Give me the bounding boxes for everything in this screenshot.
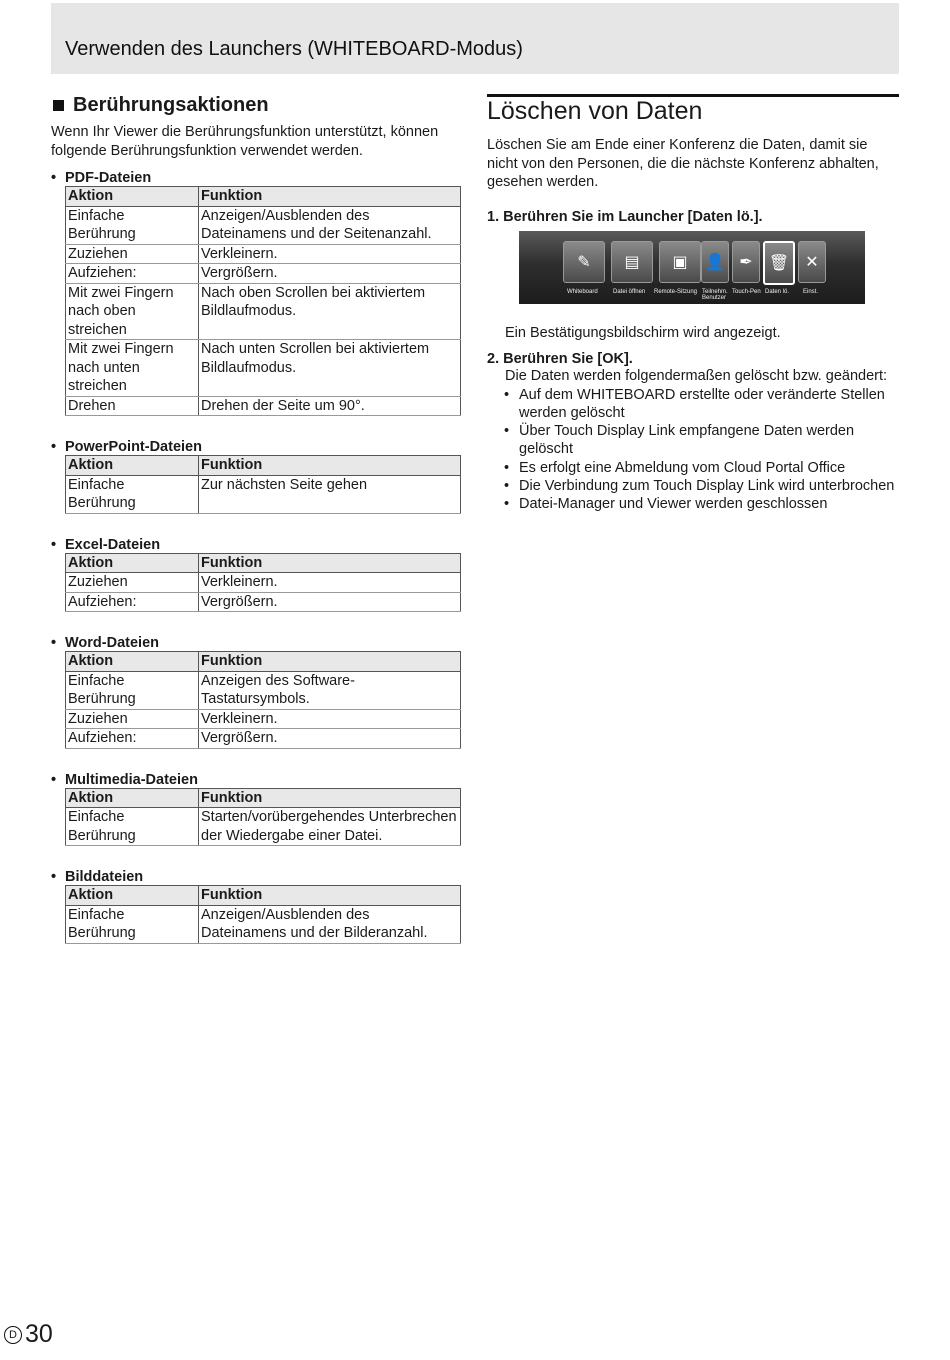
table-row — [66, 671, 461, 709]
step-2-text: Die Daten werden folgendermaßen gelöscht bzw. geändert: — [505, 368, 888, 384]
file-type-heading — [51, 635, 463, 651]
table-row — [66, 709, 461, 729]
table-row — [66, 244, 461, 264]
table-row — [66, 729, 461, 749]
file-type-section-ppt — [51, 439, 463, 514]
file-type-title: Bilddateien — [65, 869, 144, 885]
column-header-action: Aktion — [66, 788, 199, 808]
table-row — [66, 396, 461, 416]
launcher-label: Remote-Sitzung — [654, 289, 698, 295]
deletion-list — [487, 386, 899, 514]
file-type-heading — [51, 170, 463, 186]
column-header-function: Funktion — [199, 456, 461, 476]
table-header-row — [66, 886, 461, 906]
table-row — [66, 283, 461, 340]
action-cell: Einfache Berührung — [66, 475, 199, 513]
delete-data-icon[interactable]: 🗑 — [763, 241, 795, 285]
table-row — [66, 475, 461, 513]
action-cell: Drehen — [66, 396, 199, 416]
launcher-label: Teilnehm. Benutzer — [702, 289, 728, 301]
table-row — [66, 206, 461, 244]
function-cell: Verkleinern. — [199, 244, 461, 264]
right-intro: Löschen Sie am Ende einer Konferenz die Daten, damit sie nicht von den Personen, die die nächste Konferenz abhalten, gesehen werden. — [487, 137, 879, 190]
action-cell: Einfache Berührung — [66, 671, 199, 709]
file-type-section-excel — [51, 537, 463, 613]
table-header-row — [66, 788, 461, 808]
function-cell: Vergrößern. — [199, 592, 461, 612]
function-cell: Drehen der Seite um 90°. — [199, 396, 461, 416]
file-type-title: PDF-Dateien — [65, 170, 152, 186]
table-header-row — [66, 553, 461, 573]
column-header-action: Aktion — [66, 187, 199, 207]
page-number — [4, 1320, 53, 1349]
column-header-action: Aktion — [66, 886, 199, 906]
file-type-title: PowerPoint-Dateien — [65, 439, 202, 455]
list-item: • Es erfolgt eine Abmeldung vom Cloud Portal Office — [487, 459, 899, 477]
table-header-row — [66, 187, 461, 207]
remote-session-icon[interactable]: ▣ — [659, 241, 701, 283]
file-type-section-word — [51, 635, 463, 749]
whiteboard-icon[interactable]: ✎ — [563, 241, 605, 283]
header-band — [51, 3, 899, 74]
touch-action-table — [65, 651, 461, 749]
file-type-section-image — [51, 869, 463, 944]
file-type-tables — [51, 170, 463, 944]
action-cell: Einfache Berührung — [66, 905, 199, 943]
list-item: • Die Verbindung zum Touch Display Link wird unterbrochen — [487, 477, 899, 495]
list-item: • Auf dem WHITEBOARD erstellte oder veränderte Stellen werden gelöscht — [487, 386, 899, 423]
table-row — [66, 905, 461, 943]
column-header-action: Aktion — [66, 652, 199, 672]
function-cell: Vergrößern. — [199, 729, 461, 749]
column-header-action: Aktion — [66, 456, 199, 476]
function-cell: Vergrößern. — [199, 264, 461, 284]
list-item: • Datei-Manager und Viewer werden geschlossen — [487, 495, 899, 513]
action-cell: Einfache Berührung — [66, 808, 199, 846]
launcher-label: Touch-Pen — [732, 289, 761, 295]
action-cell: Zuziehen — [66, 709, 199, 729]
touch-action-table — [65, 186, 461, 416]
table-row — [66, 573, 461, 593]
function-cell: Verkleinern. — [199, 573, 461, 593]
right-column — [487, 94, 899, 514]
bullet-dot: • — [51, 771, 57, 788]
table-header-row — [66, 456, 461, 476]
touch-action-table — [65, 885, 461, 944]
page-header-title: Verwenden des Launchers (WHITEBOARD-Modus) — [65, 38, 523, 60]
participant-icon[interactable]: 👤 — [701, 241, 729, 283]
touch-action-table — [65, 455, 461, 514]
file-type-heading — [51, 439, 463, 455]
action-cell: Aufziehen: — [66, 729, 199, 749]
function-cell: Zur nächsten Seite gehen — [199, 475, 461, 513]
column-header-function: Funktion — [199, 788, 461, 808]
bullet-dot: • — [51, 869, 57, 885]
file-open-icon[interactable]: ▤ — [611, 241, 653, 283]
action-cell: Mit zwei Fingern nach unten streichen — [66, 340, 199, 397]
step-1-note: Ein Bestätigungsbildschirm wird angezeigt. — [505, 324, 781, 341]
file-type-heading — [51, 869, 463, 885]
square-bullet-icon — [53, 100, 64, 111]
touch-action-table — [65, 788, 461, 847]
action-cell: Mit zwei Fingern nach oben streichen — [66, 283, 199, 340]
table-row — [66, 592, 461, 612]
touch-action-table — [65, 553, 461, 613]
step-1: 1. Berühren Sie im Launcher [Daten lö.]. — [487, 208, 763, 225]
function-cell: Nach oben Scrollen bei aktiviertem Bildlaufmodus. — [199, 283, 461, 340]
action-cell: Aufziehen: — [66, 592, 199, 612]
action-cell: Zuziehen — [66, 573, 199, 593]
launcher-label: Einst. — [803, 289, 819, 295]
right-section-title: Löschen von Daten — [487, 97, 703, 125]
launcher-label: Whiteboard — [567, 289, 598, 295]
function-cell: Nach unten Scrollen bei aktiviertem Bildlaufmodus. — [199, 340, 461, 397]
column-header-function: Funktion — [199, 886, 461, 906]
section-title — [51, 94, 463, 117]
function-cell: Anzeigen/Ausblenden des Dateinamens und der Bilderanzahl. — [199, 905, 461, 943]
table-row — [66, 808, 461, 846]
table-row — [66, 340, 461, 397]
list-item: • Über Touch Display Link empfangene Daten werden gelöscht — [487, 422, 899, 459]
action-cell: Einfache Berührung — [66, 206, 199, 244]
column-header-action: Aktion — [66, 553, 199, 573]
file-type-section-media — [51, 772, 463, 847]
launcher-label: Datei öffnen — [613, 289, 646, 295]
intro-text: Wenn Ihr Viewer die Berührungsfunktion unterstützt, können folgende Berührungsfunktion verwendet werden. — [51, 124, 439, 159]
bullet-dot: • — [51, 536, 57, 553]
column-header-function: Funktion — [199, 187, 461, 207]
file-type-title: Multimedia-Dateien — [65, 771, 198, 788]
bullet-dot: • — [51, 439, 57, 455]
bullet-dot: • — [51, 635, 57, 651]
file-type-section-pdf — [51, 170, 463, 416]
function-cell: Anzeigen des Software-Tastatursymbols. — [199, 671, 461, 709]
action-cell: Aufziehen: — [66, 264, 199, 284]
touch-pen-icon[interactable]: ✒ — [732, 241, 760, 283]
function-cell: Starten/vorübergehendes Unterbrechen der Wiedergabe einer Datei. — [199, 808, 461, 846]
file-type-title: Excel-Dateien — [65, 536, 161, 553]
file-type-heading — [51, 772, 463, 788]
function-cell: Verkleinern. — [199, 709, 461, 729]
bullet-dot: • — [51, 170, 57, 186]
table-header-row — [66, 652, 461, 672]
column-header-function: Funktion — [199, 652, 461, 672]
table-row — [66, 264, 461, 284]
region-badge: D — [4, 1326, 22, 1344]
step-2: 2. Berühren Sie [OK]. — [487, 351, 633, 367]
action-cell: Zuziehen — [66, 244, 199, 264]
left-column — [51, 94, 463, 944]
launcher-bar — [519, 231, 865, 304]
column-header-function: Funktion — [199, 553, 461, 573]
settings-icon[interactable]: ✕ — [798, 241, 826, 283]
section-title-text: Berührungsaktionen — [73, 94, 269, 116]
page-number-text: 30 — [25, 1320, 53, 1348]
launcher-label: Daten lö. — [765, 289, 790, 295]
function-cell: Anzeigen/Ausblenden des Dateinamens und der Seitenanzahl. — [199, 206, 461, 244]
file-type-title: Word-Dateien — [65, 635, 159, 651]
file-type-heading — [51, 537, 463, 553]
